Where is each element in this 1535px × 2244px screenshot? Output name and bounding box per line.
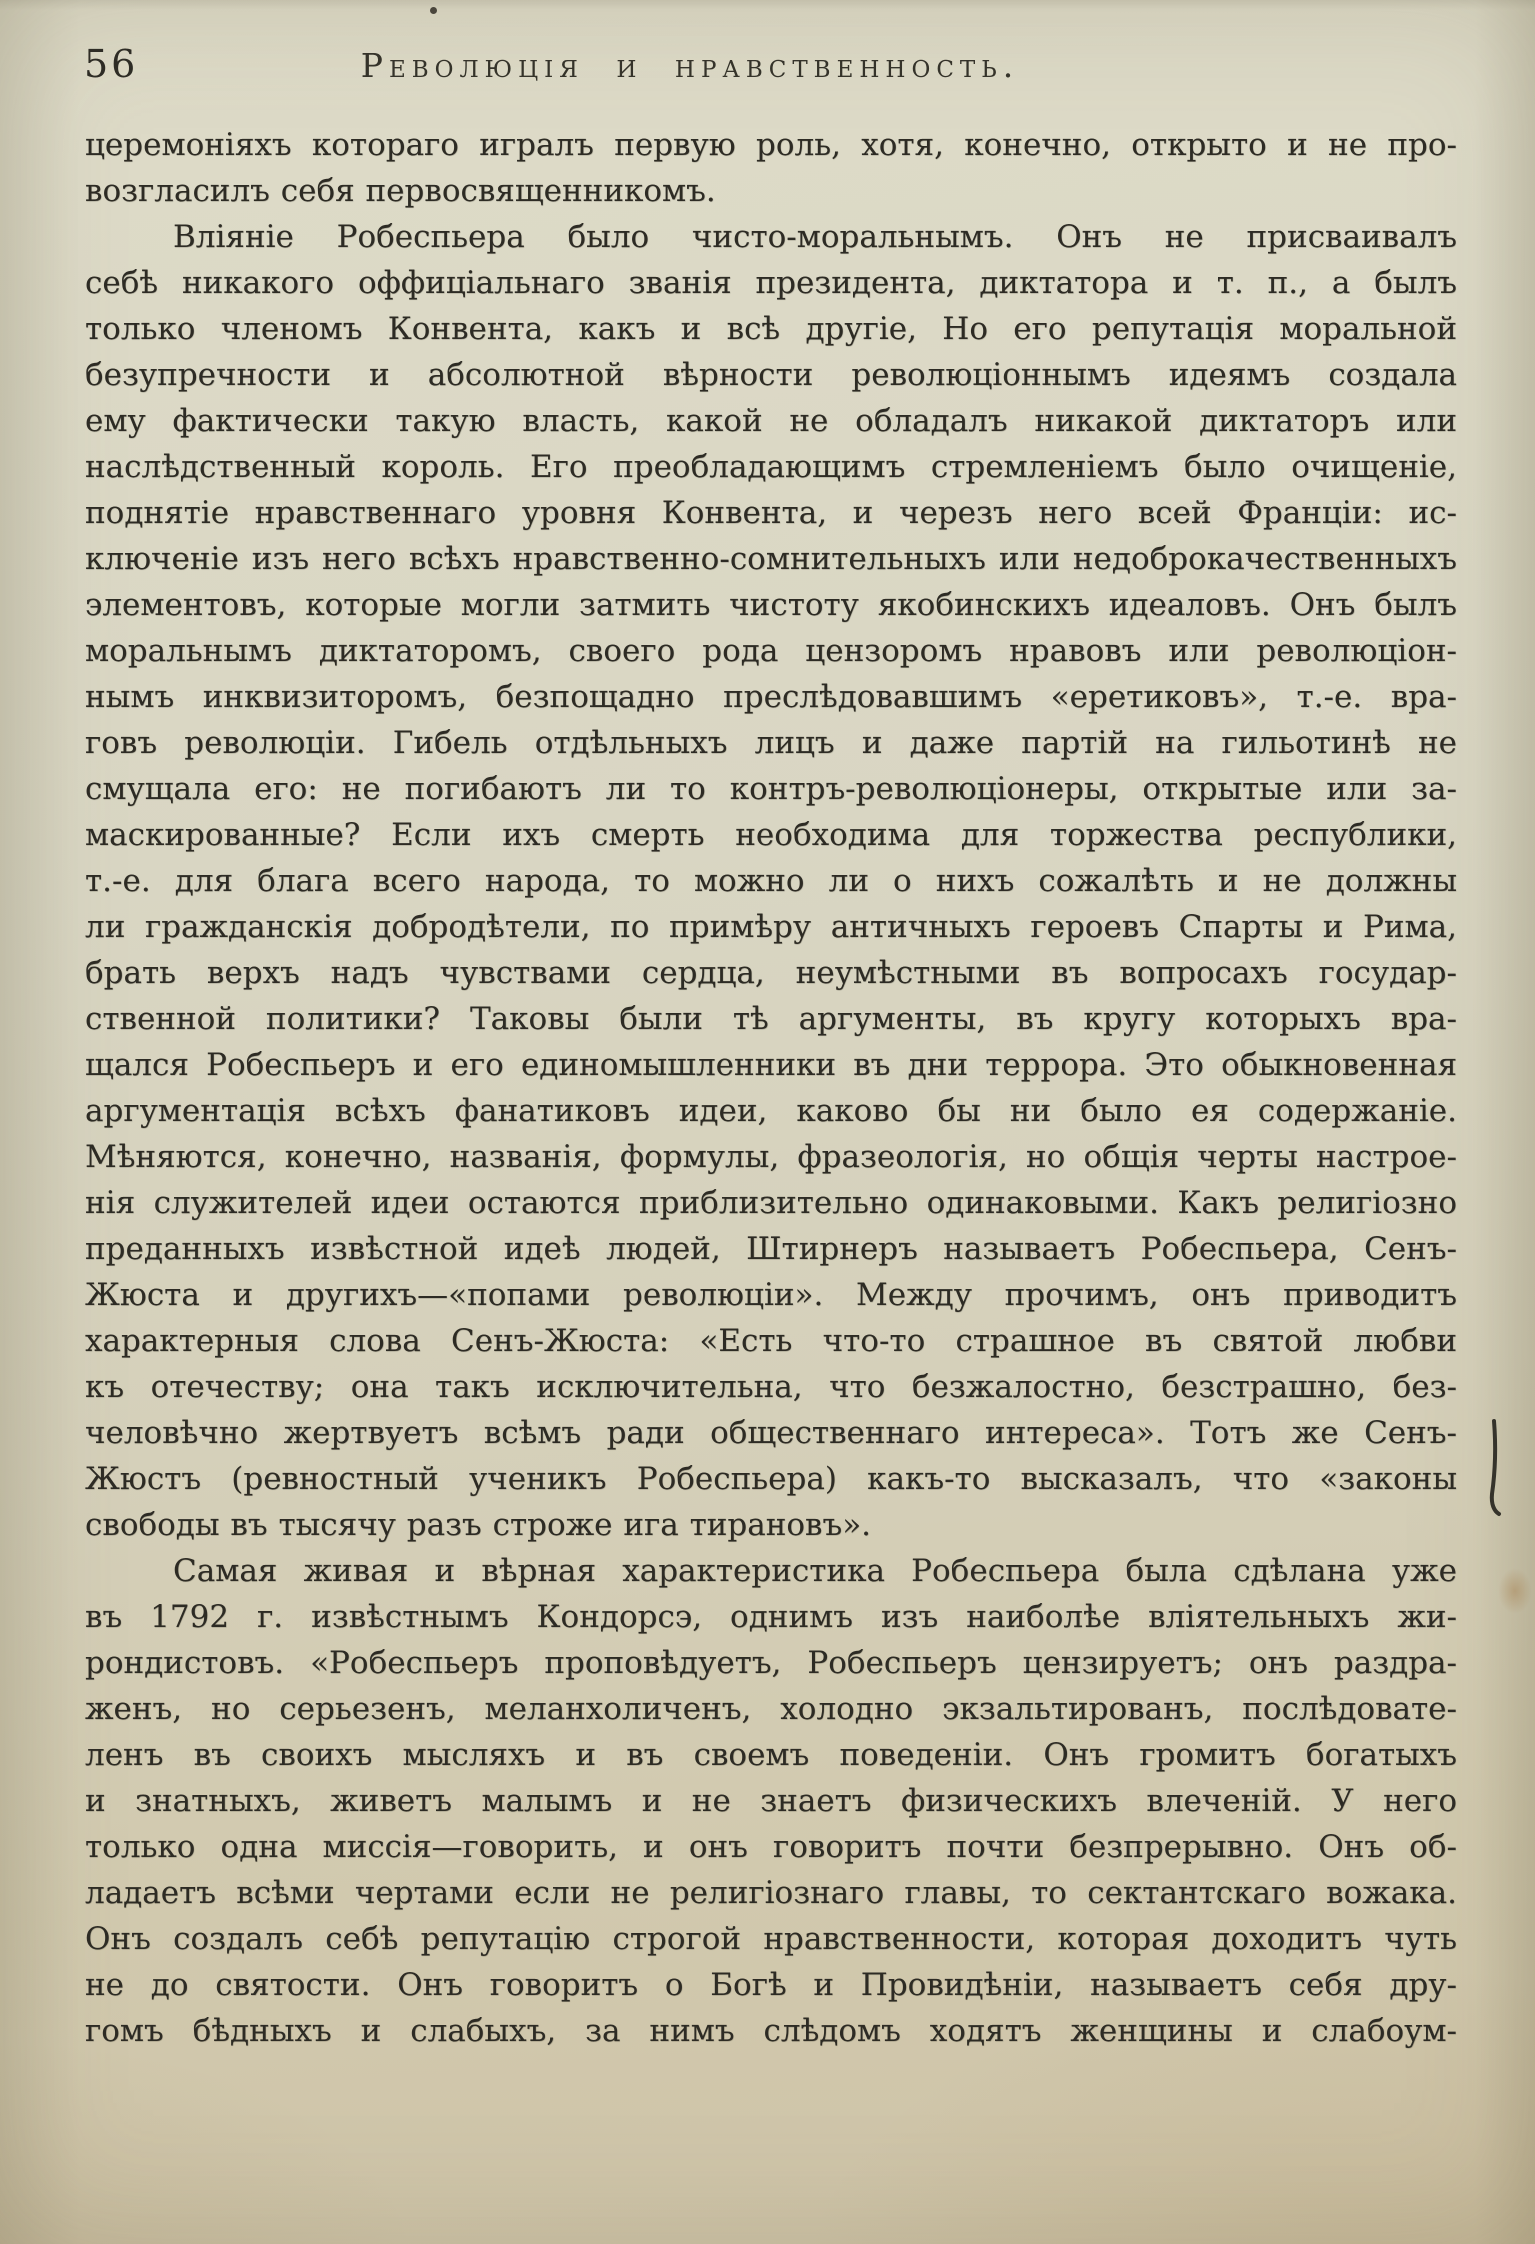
text-line: маскированные? Если ихъ смерть необходима для торжества республики,	[85, 817, 1457, 853]
text-line: только членомъ Конвента, какъ и всѣ другіе, Но его репутація моральной	[85, 311, 1457, 347]
text-line: женъ, но серьезенъ, меланхоличенъ, холодно экзальтированъ, послѣдовате-	[85, 1691, 1457, 1727]
text-line: моральнымъ диктаторомъ, своего рода цензоромъ нравовъ или революціон-	[85, 633, 1457, 669]
text-line: возгласилъ себя первосвященникомъ.	[85, 173, 716, 209]
text-line: ему фактически такую власть, какой не обладалъ никакой диктаторъ или	[85, 403, 1457, 439]
ink-speck	[430, 7, 437, 14]
margin-ink-mark	[1484, 1418, 1504, 1518]
text-line: въ 1792 г. извѣстнымъ Кондорсэ, однимъ изъ наиболѣе вліятельныхъ жи-	[85, 1599, 1457, 1635]
text-line: гомъ бѣдныхъ и слабыхъ, за нимъ слѣдомъ ходятъ женщины и слабоум-	[85, 2013, 1457, 2049]
text-block	[85, 122, 1457, 2054]
paper-stain	[1498, 1568, 1532, 1614]
page-header	[0, 40, 1535, 96]
text-line: себѣ никакого оффиціальнаго званія президента, диктатора и т. п., а былъ	[85, 265, 1457, 301]
text-line: Онъ создалъ себѣ репутацію строгой нравственности, которая доходитъ чуть	[85, 1921, 1457, 1957]
text-line: ладаетъ всѣми чертами если не религіознаго главы, то сектантскаго вожака.	[85, 1875, 1457, 1911]
text-line: аргументація всѣхъ фанатиковъ идеи, каково бы ни было ея содержаніе.	[85, 1093, 1457, 1129]
text-line: не до святости. Онъ говоритъ о Богѣ и Провидѣніи, называетъ себя дру-	[85, 1967, 1457, 2003]
text-line: къ отечеству; она такъ исключительна, что безжалостно, безстрашно, без-	[85, 1369, 1457, 1405]
text-line: свободы въ тысячу разъ строже ига тирановъ».	[85, 1507, 872, 1543]
text-line: смущала его: не погибаютъ ли то контръ-революціонеры, открытые или за-	[85, 771, 1457, 807]
text-line: Вліяніе Робеспьера было чисто-моральнымъ. Онъ не присваивалъ	[173, 219, 1457, 255]
text-line: Самая живая и вѣрная характеристика Робеспьера была сдѣлана уже	[173, 1553, 1457, 1589]
text-line: ключеніе изъ него всѣхъ нравственно-сомнительныхъ или недоброкачественныхъ	[85, 541, 1457, 577]
text-line: безупречности и абсолютной вѣрности революціоннымъ идеямъ создала	[85, 357, 1457, 393]
text-line: ственной политики? Таковы были тѣ аргументы, въ кругу которыхъ вра-	[85, 1001, 1457, 1037]
text-line: и знатныхъ, живетъ малымъ и не знаетъ физическихъ влеченій. У него	[85, 1783, 1457, 1819]
text-line: элементовъ, которые могли затмить чистоту якобинскихъ идеаловъ. Онъ былъ	[85, 587, 1457, 623]
text-line: ленъ въ своихъ мысляхъ и въ своемъ поведеніи. Онъ громитъ богатыхъ	[85, 1737, 1457, 1773]
text-line: преданныхъ извѣстной идеѣ людей, Штирнеръ называетъ Робеспьера, Сенъ-	[85, 1231, 1457, 1267]
text-line: церемоніяхъ котораго игралъ первую роль, хотя, конечно, открыто и не про-	[85, 127, 1457, 163]
text-line: наслѣдственный король. Его преобладающимъ стремленіемъ было очищеніе,	[85, 449, 1457, 485]
text-line: т.-е. для блага всего народа, то можно ли о нихъ сожалѣть и не должны	[85, 863, 1457, 899]
text-line: брать верхъ надъ чувствами сердца, неумѣстными въ вопросахъ государ-	[85, 955, 1457, 991]
text-line: человѣчно жертвуетъ всѣмъ ради общественнаго интереса». Тотъ же Сенъ-	[85, 1415, 1457, 1451]
text-line: Жюстъ (ревностный ученикъ Робеспьера) какъ-то высказалъ, что «законы	[85, 1461, 1457, 1497]
text-line: говъ революціи. Гибель отдѣльныхъ лицъ и даже партій на гильотинѣ не	[85, 725, 1457, 761]
text-line: ли гражданскія добродѣтели, по примѣру античныхъ героевъ Спарты и Рима,	[85, 909, 1457, 945]
text-line: характерныя слова Сенъ-Жюста: «Есть что-то страшное въ святой любви	[85, 1323, 1457, 1359]
text-line: Мѣняются, конечно, названія, формулы, фразеологія, но общія черты настрое-	[85, 1139, 1457, 1175]
text-line: Жюста и другихъ—«попами революціи». Между прочимъ, онъ приводитъ	[85, 1277, 1457, 1313]
text-line: нымъ инквизиторомъ, безпощадно преслѣдовавшимъ «еретиковъ», т.-е. вра-	[85, 679, 1457, 715]
page-number: 56	[84, 42, 139, 86]
text-line: щался Робеспьеръ и его единомышленники въ дни террора. Это обыкновенная	[85, 1047, 1457, 1083]
running-title: Революція и нравственность.	[360, 46, 1020, 85]
text-line: рондистовъ. «Робеспьеръ проповѣдуетъ, Робеспьеръ цензируетъ; онъ раздра-	[85, 1645, 1457, 1681]
text-line: поднятіе нравственнаго уровня Конвента, и черезъ него всей Франціи: ис-	[85, 495, 1457, 531]
text-line: нія служителей идеи остаются приблизительно одинаковыми. Какъ религіозно	[85, 1185, 1457, 1221]
text-line: только одна миссія—говорить, и онъ говоритъ почти безпрерывно. Онъ об-	[85, 1829, 1457, 1865]
